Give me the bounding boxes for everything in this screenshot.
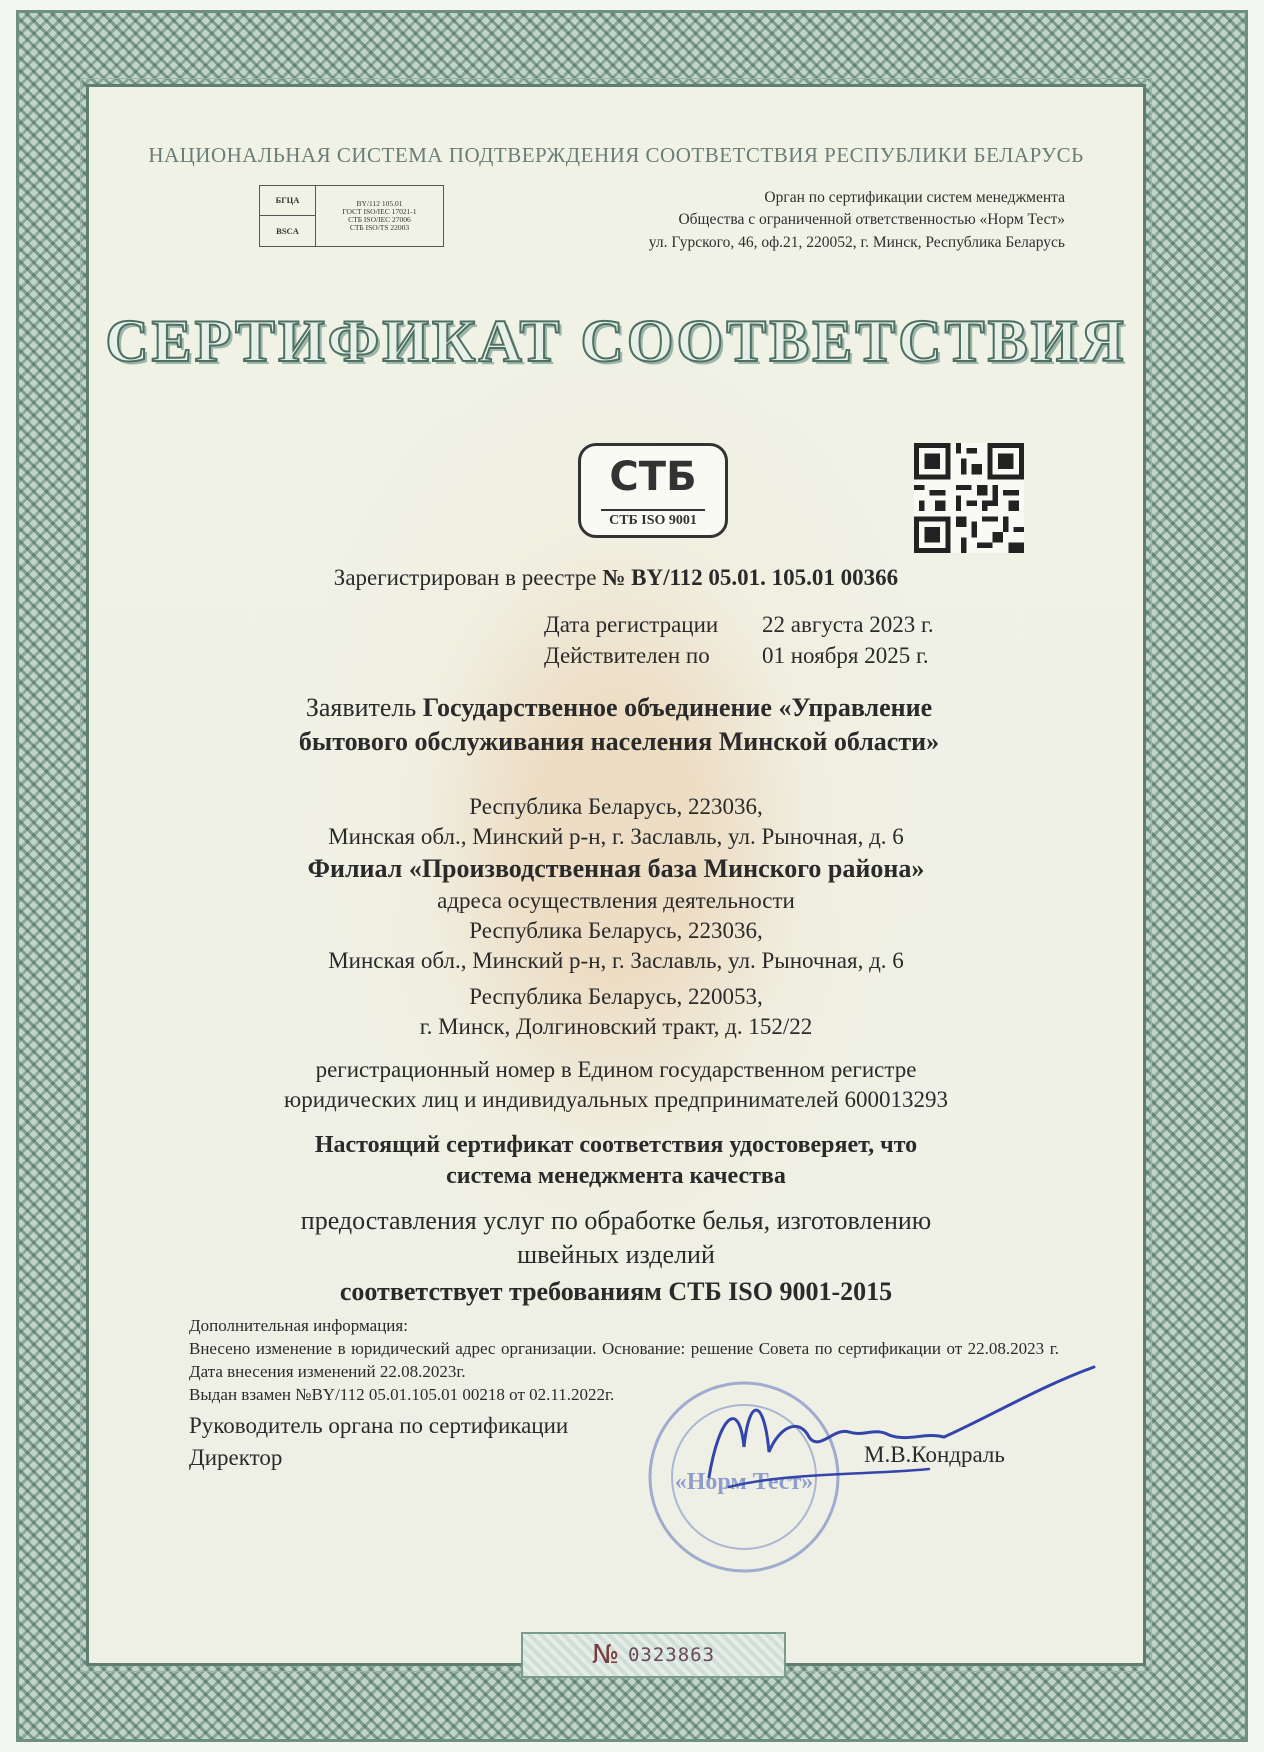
accreditation-label-en: BSCA (260, 216, 316, 246)
certification-body-line: Орган по сертификации систем менеджмента (764, 189, 1065, 206)
serial-number-box (521, 1632, 786, 1678)
applicant-address-line1: Республика Беларусь, 223036, (469, 794, 763, 819)
accreditation-line: СТБ ISO/TS 22003 (349, 222, 410, 232)
scope-block (89, 1204, 1143, 1272)
applicant-name-line2: бытового обслуживания населения Минской области» (298, 727, 940, 757)
valid-until-value: 01 ноября 2025 г. (762, 643, 929, 669)
accreditation-line: СТБ ISO/IEC 27006 (348, 215, 411, 224)
branch-block (89, 852, 1143, 975)
serial-number-sign: № (591, 1640, 620, 1670)
dates-block (544, 609, 934, 671)
branch-address2-line1: Республика Беларусь, 220053, (469, 984, 763, 1009)
additional-info-label: Дополнительная информация: (189, 1316, 408, 1335)
additional-info-text: Внесено изменение в юридический адрес организации. Основание: решение Совета по сертификации от 22.08.2023 г. Дата внесения изменений 22.08.2023г. (189, 1338, 1059, 1381)
branch-address1-line2: Минская обл., Минский р-н, г. Заславль, ул. Рыночная, д. 6 (328, 947, 904, 973)
certifies-line1: Настоящий сертификат соответствия удостоверяет, что (314, 1132, 918, 1158)
branch-activity-label: адреса осуществления деятельности (437, 887, 795, 913)
applicant-address-line2: Минская обл., Минский р-н, г. Заславль, ул. Рыночная, д. 6 (328, 823, 904, 849)
signatory-name: М.В.Кондраль (864, 1442, 1005, 1467)
signatory-role-line1: Руководитель органа по сертификации (189, 1413, 569, 1438)
register-number-block (89, 1055, 1143, 1115)
serial-number: 0323863 (627, 1644, 716, 1666)
certification-body-line: Общества с ограниченной ответственностью «Норм Тест» (678, 211, 1065, 229)
applicant-name-line1: Государственное объединение «Управление (422, 693, 933, 722)
certification-body-info (505, 187, 1065, 254)
signatory-role (189, 1410, 568, 1474)
qr-code-icon (914, 443, 1024, 553)
stb-caption: СТБ ISO 9001 (601, 509, 705, 529)
accreditation-standards (316, 186, 443, 246)
stamp-text: «Норм Тест» (674, 1469, 814, 1495)
branch-name: Филиал «Производственная база Минского района» (307, 854, 925, 883)
certificate-title: СЕРТИФИКАТ СООТВЕТСТВИЯ (105, 308, 1127, 374)
applicant-address (89, 792, 1143, 852)
registry-prefix: Зарегистрирован в реестре (333, 565, 597, 590)
certificate-body (86, 84, 1146, 1670)
national-system-heading: НАЦИОНАЛЬНАЯ СИСТЕМА ПОДТВЕРЖДЕНИЯ СООТВЕТСТВИЯ РЕСПУБЛИКИ БЕЛАРУСЬ (148, 143, 1084, 167)
scope-line2: швейных изделий (517, 1239, 715, 1269)
handwritten-signature (669, 1357, 1109, 1517)
accreditation-mark (259, 185, 444, 247)
accreditation-line: ГОСТ ISO/IEC 17021-1 (342, 207, 417, 217)
applicant-block (109, 691, 1129, 760)
registration-date-label: Дата регистрации (544, 612, 719, 637)
certification-body-line: ул. Гурского, 46, оф.21, 220052, г. Минск, Республика Беларусь (648, 233, 1065, 251)
accreditation-line: BY/112 105.01 (356, 199, 403, 209)
certifies-block (89, 1130, 1143, 1192)
valid-until-label: Действителен по (544, 643, 710, 669)
stb-mark: СТБ (609, 454, 697, 500)
stb-logo (578, 443, 728, 538)
register-line1: регистрационный номер в Едином государственном регистре (315, 1057, 917, 1082)
scope-line1: предоставления услуг по обработке белья, изготовлению (300, 1206, 932, 1235)
signatory-role-line2: Директор (189, 1445, 283, 1471)
branch-address2 (89, 982, 1143, 1042)
replaced-certificate: Выдан взамен №BY/112 05.01.105.01 00218 от 02.11.2022г. (189, 1384, 615, 1404)
certifies-line2: система менеджмента качества (446, 1163, 786, 1190)
applicant-label: Заявитель (305, 693, 417, 722)
branch-address2-line2: г. Минск, Долгиновский тракт, д. 152/22 (419, 1013, 813, 1039)
registration-date-value: 22 августа 2023 г. (762, 612, 934, 637)
complies-statement: соответствует требованиям СТБ ISO 9001-2015 (339, 1277, 893, 1306)
register-line2: юридических лиц и индивидуальных предпринимателей 600013293 (284, 1086, 948, 1112)
registry-number: № BY/112 05.01. 105.01 00366 (602, 565, 899, 590)
accreditation-label-ru: БГЦА (260, 186, 316, 216)
branch-address1-line1: Республика Беларусь, 223036, (469, 917, 763, 943)
registry-line (89, 565, 1143, 591)
